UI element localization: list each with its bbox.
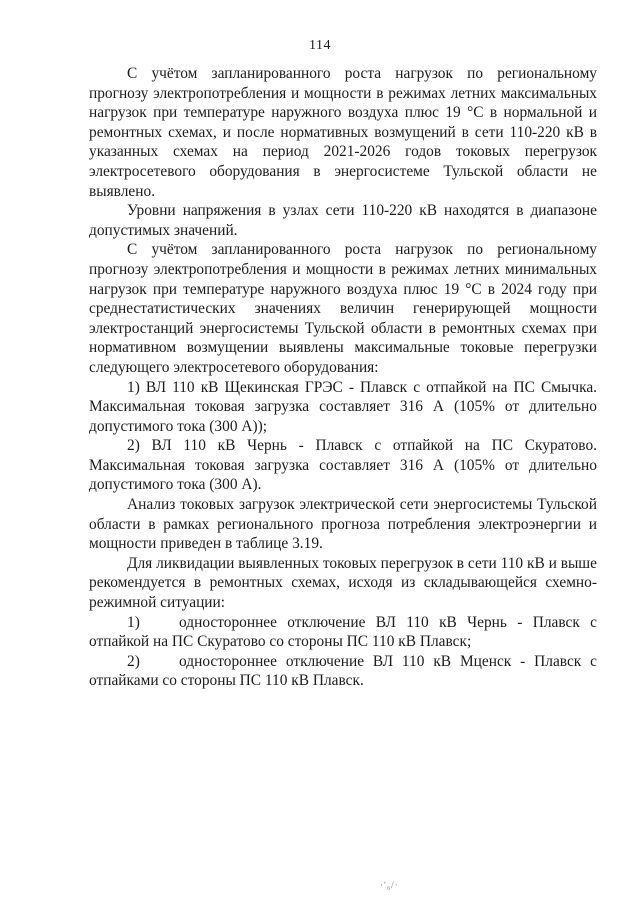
- paragraph-analysis-reference: Анализ токовых загрузок электрической сети энергосистемы Тульской области в рамках регионального прогноза потребления электроэнергии и мощности приведен в таблице 3.19.: [89, 496, 597, 553]
- paragraph-voltage-levels: Уровни напряжения в узлах сети 110-220 кВ находятся в диапазоне допустимых значений.: [89, 202, 597, 239]
- list-item-text: одностороннее отключение ВЛ 110 кВ Чернь - Плавск с отпайкой на ПС Скуратово со стороны ПС 110 кВ Плавск;: [89, 613, 597, 651]
- page-number: 114: [309, 38, 331, 53]
- list-item: [89, 613, 597, 652]
- paragraph-no-overload: С учётом запланированного роста нагрузок по региональному прогнозу электропотребления и мощности в режимах летних максимальных нагрузок при температуре наружного воздуха плюс 19 °С в нормальной и ремонтных схемах, и после нормативных возмущений в сети 110-220 кВ в указанных схемах на период 2021-2026 годов токовых перегрузок электросетевого оборудования в энергосистеме Тульской области не выявлено.: [89, 65, 597, 200]
- footer-mark: ·ʹ₆/·: [380, 880, 399, 890]
- list-item-text: одностороннее отключение ВЛ 110 кВ Мценск - Плавск с отпайками со стороны ПС 110 кВ Плавск.: [89, 652, 597, 690]
- paragraph-minimum-loads: С учётом запланированного роста нагрузок по региональному прогнозу электропотребления и мощности в режимах летних минимальных нагрузок при температуре наружного воздуха плюс 19 °С в 2024 году при среднестатистических значениях величин генерирующей мощности электростанций энергосистемы Тульской области в ремонтных схемах при нормативном возмущении выявлены максимальные токовые перегрузки следующего электросетевого оборудования:: [89, 241, 597, 376]
- paragraph-overload-item-2: 2) ВЛ 110 кВ Чернь - Плавск с отпайкой на ПС Скуратово. Максимальная токовая загрузка составляет 316 А (105% от длительно допустимого тока (300 А).: [89, 437, 597, 494]
- list-item-number: 2): [127, 652, 140, 670]
- list-item: [89, 652, 597, 691]
- paragraph-recommendation: Для ликвидации выявленных токовых перегрузок в сети 110 кВ и выше рекомендуется в ремонтных схемах, исходя из складывающейся схемно-режимной ситуации:: [89, 554, 597, 612]
- paragraph-overload-item-1: 1) ВЛ 110 кВ Щекинская ГРЭС - Плавск с отпайкой на ПС Смычка. Максимальная токовая загрузка составляет 316 А (105% от длительно допустимого тока (300 А));: [89, 378, 597, 435]
- document-body: [89, 64, 597, 691]
- list-item-number: 1): [127, 613, 140, 631]
